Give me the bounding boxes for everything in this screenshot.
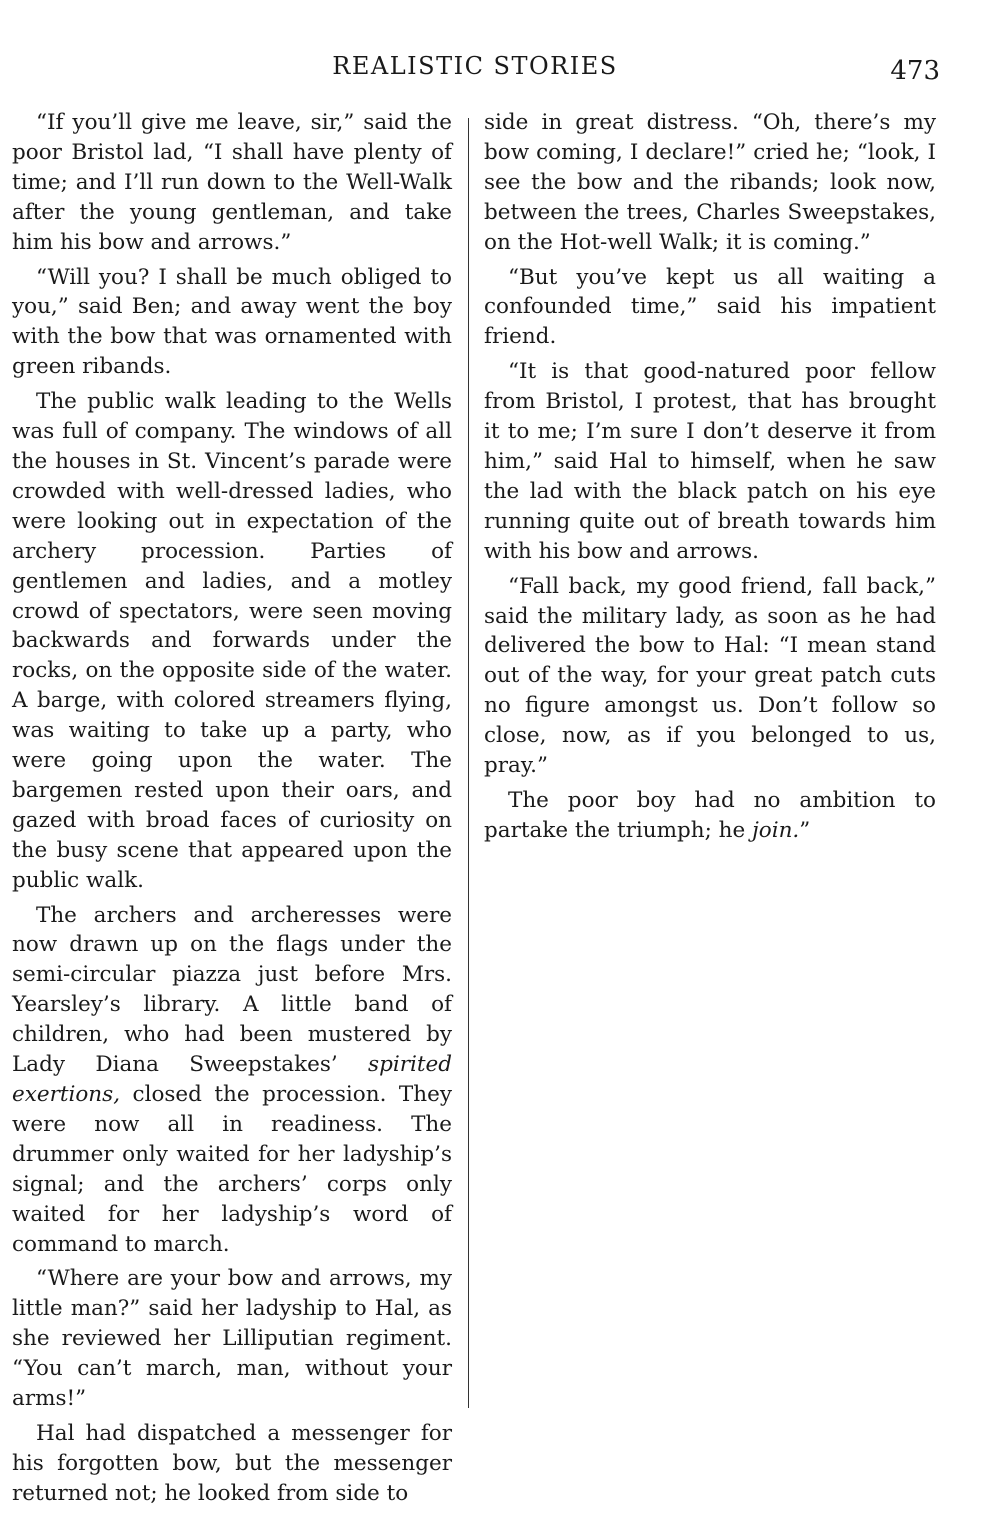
paragraph: Hal had dispatched a messenger for his forgotten bow, but the messenger returned not; he looked from side to — [12, 1420, 452, 1506]
text-run: The poor boy had no ambition to partake the triumph; he — [484, 787, 936, 843]
text-run: closed the procession. They were now all in readiness. The drummer only waited for her ladyship’s signal; and the archers’ corps only waited for her ladyship’s word of command to march. — [12, 1082, 452, 1257]
paragraph: “Fall back, my good friend, fall back,” said the military lady, as soon as he had delivered the bow to Hal: “I mean stand out of the way, for your great patch cuts no figure amongst us. Don’t follow so close, now, as if you belonged to us, pray.” — [484, 573, 936, 779]
paragraph-continuation: side in great distress. “Oh, there’s my bow coming, I declare!” cried he; “look, I see the bow and the ribands; look now, between the trees, Charles Sweepstakes, on the Hot-well Walk; it is coming.” — [484, 110, 936, 255]
paragraph: The public walk leading to the Wells was full of company. The windows of all the houses in St. Vincent’s parade were crowded with well-dressed ladies, who were looking out in expectation of the archery procession. Parties of gentlemen and ladies, and a motley crowd of spectators, were seen moving backwards and forwards under the rocks, on the opposite side of the water. A barge, with colored streamers flying, was waiting to take up a party, who were going upon the water. The bargemen rested upon their oars, and gazed with broad faces of curiosity on the busy scene that appeared upon the public walk. — [12, 389, 452, 893]
paragraph: “If you’ll give me leave, sir,” said the poor Bristol lad, “I shall have plenty of time; and I’ll run down to the Well-Walk after the young gentleman, and take him his bow and arrows.” — [12, 110, 452, 255]
paragraph — [12, 901, 452, 1260]
paragraph: “It is that good-natured poor fellow from Bristol, I protest, that has brought it to me; I’m sure I don’t deserve it from him,” said Hal to himself, when he saw the lad with the black patch on his eye running quite out of breath towards him with his bow and arrows. — [484, 359, 936, 564]
italic-text: join. — [752, 817, 800, 843]
page-header — [0, 50, 1000, 90]
column-divider — [468, 118, 469, 1408]
paragraph: “Where are your bow and arrows, my little man?” said her ladyship to Hal, as she reviewed her Lilliputian regiment. “You can’t march, man, without your arms!” — [12, 1266, 452, 1412]
text-run: The archers and archeresses were now drawn up on the flags under the semi-circular piazza just before Mrs. Yearsley’s library. A little band of children, who had been mustered by Lady Diana Sweepstakes’ — [12, 902, 452, 1078]
italic-text: spirited exertions, — [12, 1052, 452, 1107]
page-number: 473 — [890, 56, 940, 86]
paragraph — [484, 786, 936, 846]
text-run: ” — [799, 817, 811, 843]
left-column — [12, 108, 452, 1514]
running-title: REALISTIC STORIES — [332, 52, 618, 80]
right-column — [484, 108, 936, 851]
paragraph: “But you’ve kept us all waiting a confounded time,” said his impatient friend. — [484, 264, 936, 350]
paragraph: “Will you? I shall be much obliged to you,” said Ben; and away went the boy with the bow that was ornamented with green ribands. — [12, 264, 452, 380]
